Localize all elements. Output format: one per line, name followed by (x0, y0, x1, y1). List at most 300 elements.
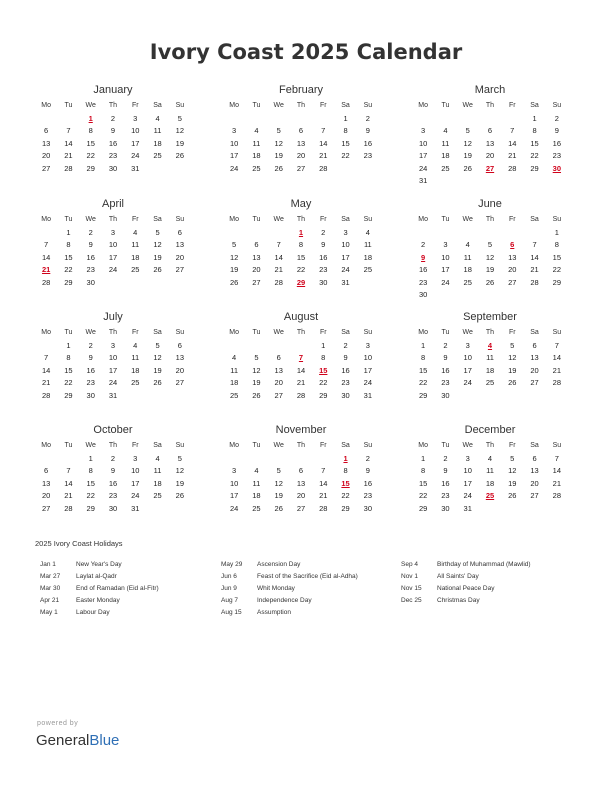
empty-day-cell (412, 112, 434, 125)
day-cell: 19 (463, 151, 472, 161)
day-cell: 2 (421, 240, 426, 250)
day-cell: 11 (463, 252, 472, 262)
day-cell: 21 (319, 151, 328, 161)
empty-day-cell (523, 226, 545, 239)
empty-day-cell (268, 452, 290, 465)
day-cell: 28 (508, 163, 517, 173)
day-cell: 27 (41, 503, 51, 513)
empty-day-cell (223, 339, 245, 352)
day-cell: 28 (64, 503, 73, 513)
day-cell: 14 (319, 138, 328, 148)
weekday-header: Sa (153, 215, 162, 223)
holiday-column (40, 559, 210, 619)
day-cell: 19 (252, 378, 261, 388)
day-cell: 25 (131, 378, 140, 388)
day-cell: 17 (131, 478, 140, 488)
weekday-header: Su (552, 328, 562, 336)
holiday-date: Jun 9 (221, 585, 237, 592)
day-cell: 14 (64, 138, 73, 148)
day-cell: 5 (177, 113, 182, 123)
day-cell: 30 (441, 390, 450, 400)
day-cell: 20 (530, 478, 539, 488)
day-cell: 8 (532, 126, 537, 136)
day-cell: 21 (64, 151, 73, 161)
empty-day-cell (523, 389, 545, 402)
weekday-header: Su (363, 215, 373, 223)
month-october (35, 422, 191, 515)
month-name: July (103, 311, 123, 323)
day-cell: 20 (530, 365, 539, 375)
day-cell: 3 (232, 126, 237, 136)
day-cell: 10 (341, 240, 350, 250)
holiday-day-cell: 21 (41, 265, 51, 275)
day-cell: 28 (319, 163, 328, 173)
day-cell: 8 (66, 353, 71, 363)
day-cell: 12 (463, 138, 472, 148)
day-cell: 5 (232, 240, 237, 250)
empty-day-cell (146, 276, 168, 289)
empty-day-cell (223, 226, 245, 239)
day-cell: 11 (486, 466, 494, 476)
day-cell: 18 (463, 265, 472, 275)
weekday-header: Su (552, 441, 562, 449)
holiday-day-cell: 9 (421, 252, 426, 262)
day-cell: 20 (296, 151, 306, 161)
empty-day-cell (546, 289, 568, 302)
weekday-header: Mo (41, 328, 51, 336)
empty-day-cell (146, 502, 168, 515)
day-cell: 6 (487, 126, 493, 136)
weekday-header: Mo (418, 441, 428, 449)
day-cell: 13 (175, 353, 185, 363)
weekday-header: Tu (64, 215, 73, 223)
weekday-header: We (85, 101, 96, 109)
day-cell: 23 (341, 378, 350, 388)
day-cell: 22 (64, 265, 73, 275)
weekday-header: Tu (64, 441, 73, 449)
empty-day-cell (479, 502, 501, 515)
brand-logo[interactable] (36, 732, 119, 749)
day-cell: 12 (229, 252, 239, 262)
weekday-header: Th (108, 215, 118, 223)
day-cell: 31 (363, 390, 373, 400)
empty-day-cell (523, 175, 545, 188)
empty-day-cell (124, 276, 146, 289)
weekday-header: Fr (319, 328, 327, 336)
day-cell: 12 (508, 466, 517, 476)
holiday-day-cell: 1 (88, 113, 93, 123)
holiday-name: Christmas Day (437, 597, 480, 604)
day-cell: 13 (530, 353, 539, 363)
holiday-name: Easter Monday (76, 597, 120, 604)
day-cell: 17 (131, 138, 140, 148)
empty-day-cell (501, 389, 523, 402)
day-cell: 30 (319, 277, 328, 287)
day-cell: 29 (319, 390, 328, 400)
month-name: January (93, 84, 133, 96)
holiday-row (40, 559, 210, 571)
weekday-header: We (85, 215, 96, 223)
day-cell: 3 (465, 453, 470, 463)
holiday-day-cell: 30 (552, 163, 562, 173)
weekday-header: Th (296, 101, 306, 109)
month-september (412, 309, 568, 402)
day-cell: 9 (554, 126, 559, 136)
day-cell: 17 (108, 252, 118, 262)
day-cell: 4 (465, 240, 470, 250)
empty-day-cell (146, 389, 168, 402)
weekday-header: Sa (530, 441, 539, 449)
day-cell: 11 (363, 240, 372, 250)
day-cell: 19 (508, 478, 517, 488)
day-cell: 7 (44, 353, 49, 363)
month-december (412, 422, 568, 515)
weekday-header: Fr (131, 101, 139, 109)
holiday-day-cell: 27 (485, 163, 495, 173)
empty-day-cell (501, 502, 523, 515)
empty-day-cell (434, 289, 456, 302)
day-cell: 5 (465, 126, 470, 136)
day-cell: 12 (274, 478, 283, 488)
day-cell: 14 (274, 252, 283, 262)
day-cell: 30 (108, 163, 118, 173)
day-cell: 18 (485, 478, 495, 488)
day-cell: 5 (510, 453, 515, 463)
month-name: October (93, 424, 133, 436)
day-cell: 9 (110, 466, 116, 476)
day-cell: 8 (554, 240, 559, 250)
weekday-header: Fr (508, 101, 516, 109)
month-name: August (283, 311, 319, 323)
day-cell: 4 (133, 227, 138, 237)
day-cell: 7 (532, 240, 537, 250)
day-cell: 20 (175, 365, 185, 375)
empty-day-cell (523, 502, 545, 515)
day-cell: 11 (153, 126, 162, 136)
month-name: June (478, 198, 502, 210)
day-cell: 8 (421, 353, 426, 363)
day-cell: 12 (175, 126, 185, 136)
weekday-header: Sa (341, 441, 350, 449)
powered-by-text: powered by (37, 720, 79, 727)
day-cell: 13 (274, 365, 283, 375)
weekday-header: Sa (153, 441, 162, 449)
day-cell: 12 (153, 240, 162, 250)
day-cell: 14 (319, 478, 328, 488)
day-cell: 23 (552, 151, 562, 161)
month-april (35, 196, 191, 289)
day-cell: 2 (343, 340, 348, 350)
day-cell: 10 (363, 353, 373, 363)
weekday-header: Sa (341, 328, 350, 336)
month-january (35, 82, 191, 175)
day-cell: 28 (41, 277, 51, 287)
day-cell: 15 (552, 252, 562, 262)
day-cell: 16 (418, 265, 428, 275)
day-cell: 3 (421, 126, 426, 136)
day-cell: 24 (463, 491, 472, 501)
day-cell: 14 (552, 466, 562, 476)
day-cell: 23 (418, 277, 428, 287)
holiday-row (40, 595, 210, 607)
day-cell: 19 (153, 365, 162, 375)
day-cell: 11 (131, 353, 140, 363)
day-cell: 5 (155, 340, 160, 350)
day-cell: 22 (418, 378, 428, 388)
empty-day-cell (457, 389, 479, 402)
day-cell: 2 (88, 227, 93, 237)
day-cell: 19 (153, 252, 162, 262)
empty-day-cell (146, 162, 168, 175)
day-cell: 29 (86, 503, 95, 513)
day-cell: 10 (131, 466, 140, 476)
empty-day-cell (501, 112, 523, 125)
day-cell: 16 (441, 365, 450, 375)
day-cell: 16 (86, 252, 95, 262)
holiday-day-cell: 4 (487, 340, 493, 350)
weekday-header: We (462, 101, 473, 109)
weekday-header: Su (552, 215, 562, 223)
day-cell: 1 (66, 227, 71, 237)
holiday-date: Mar 30 (40, 585, 61, 592)
holiday-row (40, 607, 210, 619)
day-cell: 9 (88, 353, 93, 363)
day-cell: 10 (108, 240, 118, 250)
holiday-day-cell: 1 (298, 227, 304, 237)
holiday-date: Jun 6 (221, 573, 237, 580)
day-cell: 11 (252, 478, 261, 488)
day-cell: 23 (363, 491, 373, 501)
day-cell: 6 (44, 466, 49, 476)
day-cell: 7 (276, 240, 281, 250)
day-cell: 8 (66, 240, 71, 250)
weekday-header: Mo (418, 215, 428, 223)
day-cell: 27 (252, 277, 261, 287)
weekday-header: Su (363, 101, 373, 109)
day-cell: 22 (341, 151, 350, 161)
day-cell: 29 (418, 390, 428, 400)
brand-part1: General (36, 732, 90, 749)
empty-day-cell (434, 175, 456, 188)
day-cell: 10 (229, 478, 239, 488)
day-cell: 12 (175, 466, 185, 476)
day-cell: 30 (341, 390, 350, 400)
holiday-row (401, 559, 571, 571)
day-cell: 4 (365, 227, 370, 237)
day-cell: 13 (252, 252, 261, 262)
weekday-header: Th (108, 441, 118, 449)
day-cell: 5 (276, 126, 281, 136)
empty-day-cell (523, 289, 545, 302)
holiday-day-cell: 1 (343, 453, 348, 463)
holiday-day-cell: 7 (298, 353, 304, 363)
day-cell: 27 (508, 277, 517, 287)
day-cell: 4 (443, 126, 448, 136)
day-cell: 1 (421, 453, 426, 463)
day-cell: 2 (554, 113, 559, 123)
day-cell: 23 (363, 151, 373, 161)
day-cell: 20 (252, 265, 261, 275)
holiday-row (221, 571, 391, 583)
day-cell: 15 (86, 478, 95, 488)
day-cell: 21 (508, 151, 517, 161)
weekday-header: Sa (341, 101, 350, 109)
day-cell: 24 (418, 163, 428, 173)
holiday-name: New Year's Day (76, 561, 122, 568)
day-cell: 12 (274, 138, 283, 148)
day-cell: 13 (296, 478, 306, 488)
day-cell: 24 (441, 277, 450, 287)
day-cell: 29 (64, 390, 73, 400)
day-cell: 15 (418, 478, 428, 488)
empty-day-cell (479, 226, 501, 239)
day-cell: 22 (552, 265, 562, 275)
day-cell: 21 (552, 365, 562, 375)
day-cell: 24 (229, 163, 239, 173)
holiday-name: All Saints' Day (437, 573, 479, 580)
empty-day-cell (457, 289, 479, 302)
day-cell: 17 (363, 365, 373, 375)
weekday-header: Th (485, 441, 495, 449)
day-cell: 29 (64, 277, 73, 287)
day-cell: 27 (530, 491, 539, 501)
holiday-name: Feast of the Sacrifice (Eid al-Adha) (257, 573, 358, 580)
weekday-header: Th (108, 328, 118, 336)
day-cell: 23 (108, 491, 118, 501)
day-cell: 29 (552, 277, 562, 287)
day-cell: 12 (508, 353, 517, 363)
day-cell: 1 (66, 340, 71, 350)
day-cell: 21 (296, 378, 306, 388)
day-cell: 8 (421, 466, 426, 476)
day-cell: 2 (321, 227, 326, 237)
day-cell: 28 (530, 277, 539, 287)
day-cell: 10 (418, 138, 428, 148)
day-cell: 6 (177, 340, 182, 350)
day-cell: 6 (254, 240, 259, 250)
day-cell: 2 (110, 453, 116, 463)
weekday-header: Su (363, 328, 373, 336)
day-cell: 21 (41, 378, 51, 388)
day-cell: 26 (153, 378, 162, 388)
weekday-header: Su (175, 328, 185, 336)
day-cell: 11 (230, 365, 239, 375)
weekday-header: Fr (508, 328, 516, 336)
empty-day-cell (35, 452, 57, 465)
day-cell: 21 (530, 265, 539, 275)
weekday-header: Fr (131, 441, 139, 449)
day-cell: 8 (321, 353, 326, 363)
day-cell: 3 (133, 453, 138, 463)
day-cell: 31 (108, 390, 118, 400)
empty-day-cell (312, 112, 334, 125)
weekday-header: Th (296, 215, 306, 223)
day-cell: 18 (441, 151, 450, 161)
day-cell: 15 (530, 138, 539, 148)
holiday-name: Laylat al-Qadr (76, 573, 117, 580)
empty-day-cell (479, 289, 501, 302)
day-cell: 16 (86, 365, 95, 375)
day-cell: 30 (86, 277, 95, 287)
day-cell: 29 (418, 503, 428, 513)
day-cell: 4 (155, 453, 160, 463)
day-cell: 21 (552, 478, 562, 488)
day-cell: 25 (153, 151, 162, 161)
day-cell: 31 (341, 277, 350, 287)
day-cell: 24 (131, 491, 140, 501)
day-cell: 30 (418, 290, 428, 300)
day-cell: 31 (418, 176, 428, 186)
weekday-header: Th (485, 101, 495, 109)
day-cell: 22 (319, 378, 328, 388)
day-cell: 25 (131, 265, 140, 275)
weekday-header: Su (175, 441, 185, 449)
day-cell: 11 (486, 353, 494, 363)
brand-part2: Blue (89, 732, 120, 749)
day-cell: 14 (530, 252, 539, 262)
weekday-header: Tu (252, 101, 261, 109)
month-name: March (474, 84, 506, 96)
day-cell: 3 (110, 340, 116, 350)
day-cell: 24 (463, 378, 472, 388)
day-cell: 13 (41, 478, 51, 488)
day-cell: 15 (341, 138, 350, 148)
empty-day-cell (245, 112, 267, 125)
month-name: April (101, 198, 124, 210)
day-cell: 8 (343, 126, 348, 136)
empty-day-cell (290, 112, 312, 125)
weekday-header: Mo (229, 215, 239, 223)
empty-day-cell (546, 389, 568, 402)
day-cell: 4 (232, 353, 237, 363)
day-cell: 25 (363, 265, 373, 275)
day-cell: 16 (441, 478, 450, 488)
empty-day-cell (102, 276, 124, 289)
day-cell: 2 (443, 340, 448, 350)
day-cell: 13 (296, 138, 306, 148)
holiday-name: Ascension Day (257, 561, 301, 568)
day-cell: 5 (254, 353, 259, 363)
empty-day-cell (412, 226, 434, 239)
day-cell: 16 (363, 138, 373, 148)
weekday-header: We (462, 441, 473, 449)
day-cell: 20 (485, 151, 495, 161)
empty-day-cell (434, 112, 456, 125)
weekday-header: Mo (418, 328, 428, 336)
day-cell: 19 (485, 265, 495, 275)
day-cell: 26 (252, 390, 261, 400)
empty-day-cell (457, 226, 479, 239)
empty-day-cell (169, 276, 191, 289)
weekday-header: Fr (131, 328, 139, 336)
holiday-column (401, 559, 571, 607)
page-title: Ivory Coast 2025 Calendar (149, 40, 463, 64)
weekday-header: Tu (441, 328, 450, 336)
day-cell: 29 (530, 163, 539, 173)
day-cell: 28 (319, 503, 328, 513)
empty-day-cell (290, 339, 312, 352)
day-cell: 10 (441, 252, 450, 262)
day-cell: 15 (86, 138, 95, 148)
day-cell: 18 (153, 478, 162, 488)
weekday-header: We (85, 328, 96, 336)
day-cell: 27 (41, 163, 51, 173)
weekday-header: Tu (252, 215, 261, 223)
day-cell: 15 (64, 252, 73, 262)
day-cell: 25 (153, 491, 162, 501)
empty-day-cell (479, 175, 501, 188)
day-cell: 22 (64, 378, 73, 388)
